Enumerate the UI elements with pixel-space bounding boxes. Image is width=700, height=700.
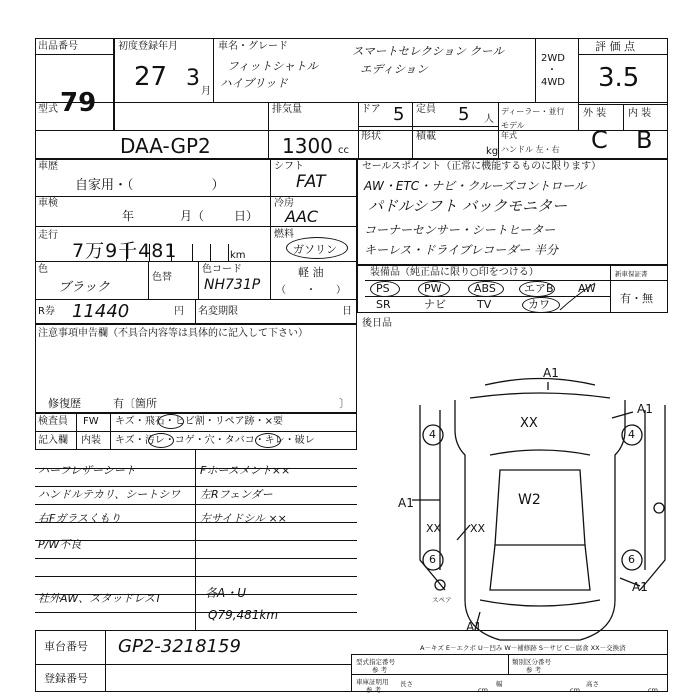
exterior-label: 外 装 xyxy=(583,108,607,119)
entry-label: 記入欄 xyxy=(38,435,68,446)
fuel-paren: （ ・ ） xyxy=(276,285,346,296)
length-label: 長さ xyxy=(400,680,413,688)
name-grade-label: 車名・グレード xyxy=(218,41,288,52)
note-left-5: 社外AW、スタッドレスT xyxy=(38,592,162,605)
equipment-aw: AW xyxy=(578,282,596,295)
mileage-value: 7万9千481 xyxy=(72,240,178,262)
doors-label: ドア xyxy=(361,104,381,115)
class-label: 類別区分番号 xyxy=(512,658,551,666)
fuel-gasoline: ガソリン xyxy=(293,243,337,256)
interior-grade: B xyxy=(636,126,653,154)
inspection-year-unit: 年 xyxy=(122,209,135,223)
inspection-month-unit: 月（ xyxy=(180,209,205,223)
cert-ref: 参 考 xyxy=(366,686,382,694)
mark-roof: W2 xyxy=(518,492,541,508)
equipment-abs-circle xyxy=(468,281,504,297)
equipment-tv: TV xyxy=(477,298,492,311)
mark-right-rear: A1 xyxy=(632,580,648,594)
note-right-5: Q79,481km xyxy=(208,608,279,622)
mark-left: A1 xyxy=(398,496,414,510)
fw-label: FW xyxy=(83,416,99,427)
lot-label: 出品番号 xyxy=(38,41,78,52)
first-reg-year: 27 xyxy=(134,62,168,92)
equipment-airbag: エアB xyxy=(524,282,554,295)
first-reg-month-unit: 月 xyxy=(201,86,211,97)
color-change-label: 色替 xyxy=(152,272,172,283)
r-yen: 円 xyxy=(174,306,184,317)
drive-dot: ・ xyxy=(547,65,557,76)
height-cm: cm xyxy=(648,686,658,694)
note-right-4: 各A・U xyxy=(205,586,246,600)
sales-line1: AW・ETC・ナビ・クルーズコントロール xyxy=(364,179,586,193)
mileage-label: 走行 xyxy=(38,230,58,241)
interior-box-label: 内装 xyxy=(81,435,101,446)
equipment-sr: SR xyxy=(376,298,391,311)
first-reg-month: 3 xyxy=(186,66,200,91)
equipment-airbag-circle xyxy=(519,281,555,297)
model-year-label-2: 年式 xyxy=(501,131,517,140)
equipment-leather-circle xyxy=(522,297,560,313)
equipment-pw-circle xyxy=(418,281,450,297)
inspection-label: 車検 xyxy=(38,198,58,209)
score: 3.5 xyxy=(598,63,640,93)
mileage-unit: km xyxy=(230,250,246,261)
mark-top: A1 xyxy=(543,366,559,380)
model-year-label-1: モデル xyxy=(501,121,525,130)
color-code-value: NH731P xyxy=(204,277,261,293)
color-label: 色 xyxy=(38,264,48,275)
note-left-2: ハンドルテカリ、シートシワ xyxy=(38,488,181,501)
mark-door-l2: XX xyxy=(470,522,486,535)
load-label: 積載 xyxy=(416,131,436,142)
capacity-value: 5 xyxy=(458,104,470,125)
transfer-unit: 日 xyxy=(342,306,352,317)
lot-number: 79 xyxy=(60,88,97,118)
note-right-3: 左サイドシル ×× xyxy=(200,512,287,525)
history-value: 自家用・（ ） xyxy=(75,178,225,193)
sales-line4: キーレス・ドライブレコーダー 半分 xyxy=(364,243,559,257)
sales-line2: パドルシフト バックモニター xyxy=(368,197,568,215)
model-value: DAA-GP2 xyxy=(120,134,211,158)
inspector-label: 検査員 xyxy=(38,416,68,427)
grade-line1: スマートセレクション クール xyxy=(352,44,504,58)
note-right-1: Fホースメント×× xyxy=(200,464,291,477)
shift-label: シフト xyxy=(274,161,304,172)
post-label: 後日品 xyxy=(362,318,392,329)
r-label: R券 xyxy=(38,306,55,317)
dealer-label: ディーラー・並行 xyxy=(501,107,565,116)
height-label: 高さ xyxy=(586,680,599,688)
cooler-label: 冷房 xyxy=(274,198,294,209)
r-value: 11440 xyxy=(72,301,130,322)
equipment-navi: ナビ xyxy=(424,298,446,311)
repair-label: 修復歴 xyxy=(48,397,81,410)
capacity-unit: 人 xyxy=(484,114,494,125)
fw-items: キズ・飛石・ヒビ割・リペア跡・×要 xyxy=(115,416,283,427)
caution-label: 注意事項申告欄（不具合内容等は具体的に記入して下さい） xyxy=(38,328,308,339)
fuel-diesel: 軽 油 xyxy=(298,266,324,279)
equipment-ps-circle xyxy=(370,281,400,297)
mark-bottom: A1 xyxy=(466,620,482,634)
mark-wheel-fl: 4 xyxy=(429,428,436,441)
width-label: 幅 xyxy=(496,680,503,688)
note-left-1: ハーフレザーシート xyxy=(38,464,136,477)
color-value: ブラック xyxy=(58,280,110,295)
new-car-value: 有・無 xyxy=(620,292,653,305)
score-label: 評 価 点 xyxy=(595,40,635,53)
interior-tobacco-circle xyxy=(255,433,281,448)
shift-value: FAT xyxy=(296,172,326,192)
sales-line3: コーナーセンサー・シートヒーター xyxy=(364,223,556,237)
car-name-line1: フィットシャトル xyxy=(227,59,318,73)
drive-4wd: 4WD xyxy=(541,77,565,88)
equipment-abs: ABS xyxy=(474,282,496,295)
spec-label: 型式指定番号 xyxy=(356,658,395,666)
equipment-pw: PW xyxy=(424,282,442,295)
chassis-value: GP2-3218159 xyxy=(118,636,241,657)
note-left-3: 右Fガラスくもり xyxy=(38,512,121,525)
length-cm: cm xyxy=(478,686,488,694)
mark-hood: XX xyxy=(520,416,538,431)
doors-value: 5 xyxy=(393,104,405,125)
grade-line2: エディション xyxy=(360,62,428,76)
class-ref: 参 考 xyxy=(526,666,542,674)
displacement-label: 排気量 xyxy=(272,104,302,115)
model-label: 型式 xyxy=(38,104,58,115)
repair-close: 〕 xyxy=(339,397,350,410)
exterior-grade: C xyxy=(591,126,608,154)
mark-top-right: A1 xyxy=(637,402,653,416)
interior-items: キズ・汚レ・コゲ・穴・タバコ・キレ・破レ xyxy=(115,435,315,446)
cooler-value: AAC xyxy=(285,207,319,226)
reg-label: 登録番号 xyxy=(44,672,88,685)
color-code-label: 色コード xyxy=(202,264,242,275)
equipment-label: 装備品（純正品に限り○印をつける） xyxy=(370,267,539,278)
handle-label: ハンドル 左・右 xyxy=(501,145,560,154)
sales-points-label: セールスポイント（正常に機能するものに限ります） xyxy=(362,161,602,172)
note-left-4: P/W不良 xyxy=(38,538,82,551)
shape-label: 形状 xyxy=(361,131,381,142)
vehicle-cert-label: 車庫証明用 xyxy=(356,678,389,686)
equipment-ps: PS xyxy=(376,282,390,295)
equipment-leather: カワ xyxy=(528,298,550,311)
displacement-value: 1300 xyxy=(282,134,333,158)
damage-legend: A－キズ E－エクボ U－凹み W－補修跡 S－サビ C－腐食 XX－交換済 xyxy=(420,644,626,652)
transfer-label: 名変期限 xyxy=(198,306,238,317)
note-right-2: 左Rフェンダー xyxy=(200,488,273,501)
chassis-label: 車台番号 xyxy=(44,640,88,653)
first-reg-label: 初度登録年月 xyxy=(118,41,178,52)
drive-2wd: 2WD xyxy=(541,53,565,64)
repair-value: 有〔箇所 xyxy=(113,397,157,410)
history-label: 車歴 xyxy=(38,161,58,172)
mark-door-l1: XX xyxy=(426,522,442,535)
car-name-line2: ハイブリッド xyxy=(220,76,288,90)
spec-ref: 参 考 xyxy=(372,666,388,674)
displacement-unit: cc xyxy=(338,145,349,156)
load-unit: kg xyxy=(486,146,499,157)
capacity-label: 定員 xyxy=(416,104,436,115)
width-cm: cm xyxy=(570,686,580,694)
inspection-day-unit: 日） xyxy=(234,209,259,223)
mark-wheel-rr: 6 xyxy=(628,553,635,566)
mark-wheel-fr: 4 xyxy=(628,428,635,441)
new-car-label: 新車保証書 xyxy=(615,270,648,278)
interior-dirt-circle xyxy=(148,433,174,448)
fuel-label: 燃料 xyxy=(274,229,294,240)
fw-stone-circle xyxy=(158,414,184,429)
spare-label: スペア xyxy=(432,596,452,604)
interior-label: 内 装 xyxy=(628,108,652,119)
mark-wheel-rl: 6 xyxy=(429,553,436,566)
